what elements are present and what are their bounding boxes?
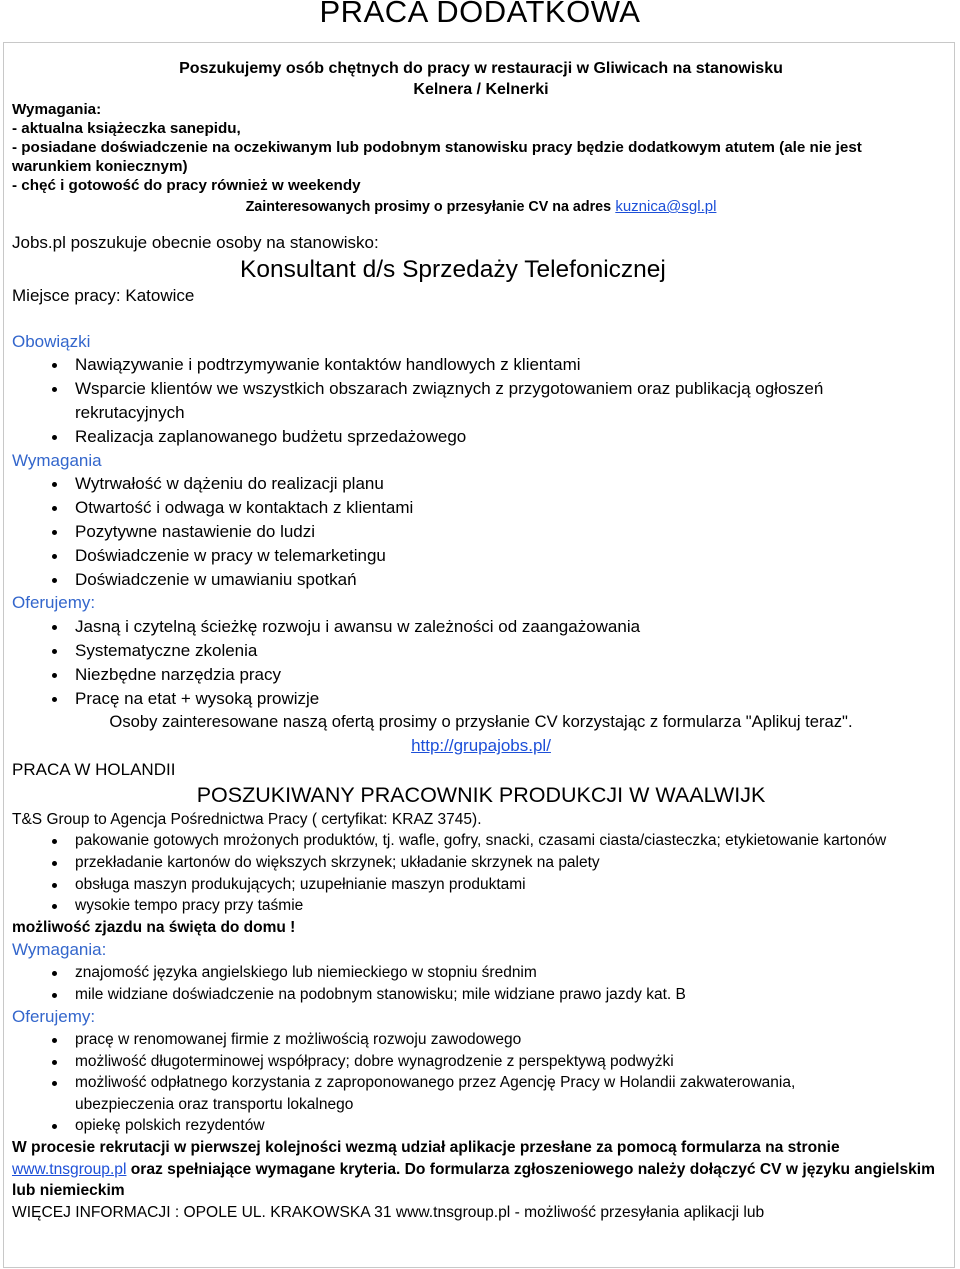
jobs-offer-list — [12, 615, 950, 710]
holland-req-list — [12, 962, 950, 1005]
list-item: Wytrwałość w dążeniu do realizacji planu — [75, 472, 950, 496]
restaurant-headline: Poszukujemy osób chętnych do pracy w restauracji w Gliwicach na stanowisku — [179, 60, 783, 77]
list-item: Doświadczenie w pracy w telemarketingu — [75, 544, 950, 568]
list-item: przekładanie kartonów do większych skrzynek; układanie skrzynek na palety — [75, 852, 950, 874]
list-item: Doświadczenie w umawianiu spotkań — [75, 568, 950, 592]
list-item: pracę w renomowanej firmie z możliwością rozwoju zawodowego — [75, 1029, 950, 1051]
list-item: mile widziane doświadczenie na podobnym stanowisku; mile widziane prawo jazdy kat. B — [75, 984, 950, 1006]
list-item: Wsparcie klientów we wszystkich obszarach związnych z przygotowaniem oraz publikacją ogłoszeń rekrutacyjnych — [75, 377, 950, 425]
list-item: Realizacja zaplanowanego budżetu sprzedażowego — [75, 425, 950, 449]
restaurant-req-item: - posiadane doświadczenie na oczekiwanym lub podobnym stanowisku pracy będzie dodatkowym atutem (ale nie jest warunkiem koniecznym) — [12, 139, 862, 175]
holland-more-info: WIĘCEJ INFORMACJI : OPOLE UL. KRAKOWSKA 31 www.tnsgroup.pl - możliwość przesyłania aplikacji lub — [12, 1203, 765, 1221]
list-item: opiekę polskich rezydentów — [75, 1115, 950, 1137]
list-item: Niezbędne narzędzia pracy — [75, 663, 950, 687]
jobs-req-label: Wymagania — [12, 450, 102, 470]
recruitment-text-2: oraz spełniające wymagane kryteria. Do formularza zgłoszeniowego należy dołączyć CV w języku angielskim lub niemieckim — [12, 1160, 935, 1200]
jobs-duties-list — [12, 353, 950, 448]
list-item: Otwartość i odwaga w kontaktach z klientami — [75, 496, 950, 520]
holland-agency: T&S Group to Agencja Pośrednictwa Pracy ( certyfikat: KRAZ 3745). — [12, 810, 482, 828]
list-item: wysokie tempo pracy przy taśmie — [75, 895, 950, 917]
holland-offer — [12, 758, 950, 1223]
list-item: pakowanie gotowych mrożonych produktów, tj. wafle, gofry, snacki, czasami ciasta/ciasteczka; etykietowanie kartonów — [75, 830, 950, 852]
restaurant-req-label: Wymagania: — [12, 101, 102, 118]
restaurant-contact-email[interactable]: kuznica@sgl.pl — [615, 198, 717, 215]
recruitment-link[interactable]: www.tnsgroup.pl — [12, 1160, 127, 1178]
list-item: możliwość długoterminowej współpracy; dobre wynagrodzenie z perspektywą podwyżki — [75, 1051, 950, 1073]
page-title: PRACA DODATKOWA — [319, 0, 641, 29]
list-item: Pozytywne nastawienie do ludzi — [75, 520, 950, 544]
jobs-intro: Jobs.pl poszukuje obecnie osoby na stanowisko: — [12, 233, 379, 252]
recruitment-text-1: W procesie rekrutacji w pierwszej kolejności wezmą udział aplikacje przesłane za pomocą formularza na stronie — [12, 1139, 840, 1157]
holland-tasks-list — [12, 830, 950, 916]
jobs-position: Konsultant d/s Sprzedaży Telefonicznej — [240, 255, 666, 283]
list-item: obsługa maszyn produkujących; uzupełnianie maszyn produktami — [75, 874, 950, 896]
holland-heading: PRACA W HOLANDII — [12, 759, 176, 779]
holland-req-label: Wymagania: — [12, 940, 107, 960]
restaurant-position: Kelnera / Kelnerki — [413, 81, 549, 98]
list-item: Systematyczne zkolenia — [75, 639, 950, 663]
holland-recruitment-text — [12, 1137, 950, 1202]
restaurant-offer — [12, 58, 950, 217]
holland-offer-label: Oferujemy: — [12, 1007, 96, 1027]
holland-offer-list — [12, 1029, 950, 1137]
jobs-offer-label: Oferujemy: — [12, 593, 96, 613]
list-item: możliwość odpłatnego korzystania z zaproponowanego przez Agencję Pracy w Holandii zakwaterowania, ubezpieczenia oraz transportu lokalnego — [75, 1072, 950, 1115]
main-content — [12, 58, 950, 1223]
list-item: Pracę na etat + wysoką prowizje — [75, 687, 950, 711]
holland-holiday-note: możliwość zjazdu na święta do domu ! — [12, 918, 296, 936]
list-item: Jasną i czytelną ścieżkę rozwoju i awansu w zależności od zaangażowania — [75, 615, 950, 639]
restaurant-req-item: - chęć i gotowość do pracy również w weekendy — [12, 177, 361, 194]
holland-position: POSZUKIWANY PRACOWNIK PRODUKCJI W WAALWIJK — [196, 782, 766, 807]
restaurant-contact — [12, 197, 950, 217]
restaurant-req-item: - aktualna książeczka sanepidu, — [12, 120, 241, 137]
list-item: znajomość języka angielskiego lub niemieckiego w stopniu średnim — [75, 962, 950, 984]
restaurant-contact-text: Zainteresowanych prosimy o przesyłanie CV na adres — [245, 199, 612, 215]
jobs-duties-label: Obowiązki — [12, 331, 91, 351]
jobs-location: Miejsce pracy: Katowice — [12, 285, 195, 305]
jobs-req-list — [12, 472, 950, 591]
jobs-apply-text: Osoby zainteresowane naszą ofertą prosimy o przysłanie CV korzystając z formularza "Aplikuj teraz". — [109, 712, 853, 732]
jobs-apply-link[interactable]: http://grupajobs.pl/ — [411, 736, 551, 756]
jobs-offer — [12, 231, 950, 758]
list-item: Nawiązywanie i podtrzymywanie kontaktów handlowych z klientami — [75, 353, 950, 377]
